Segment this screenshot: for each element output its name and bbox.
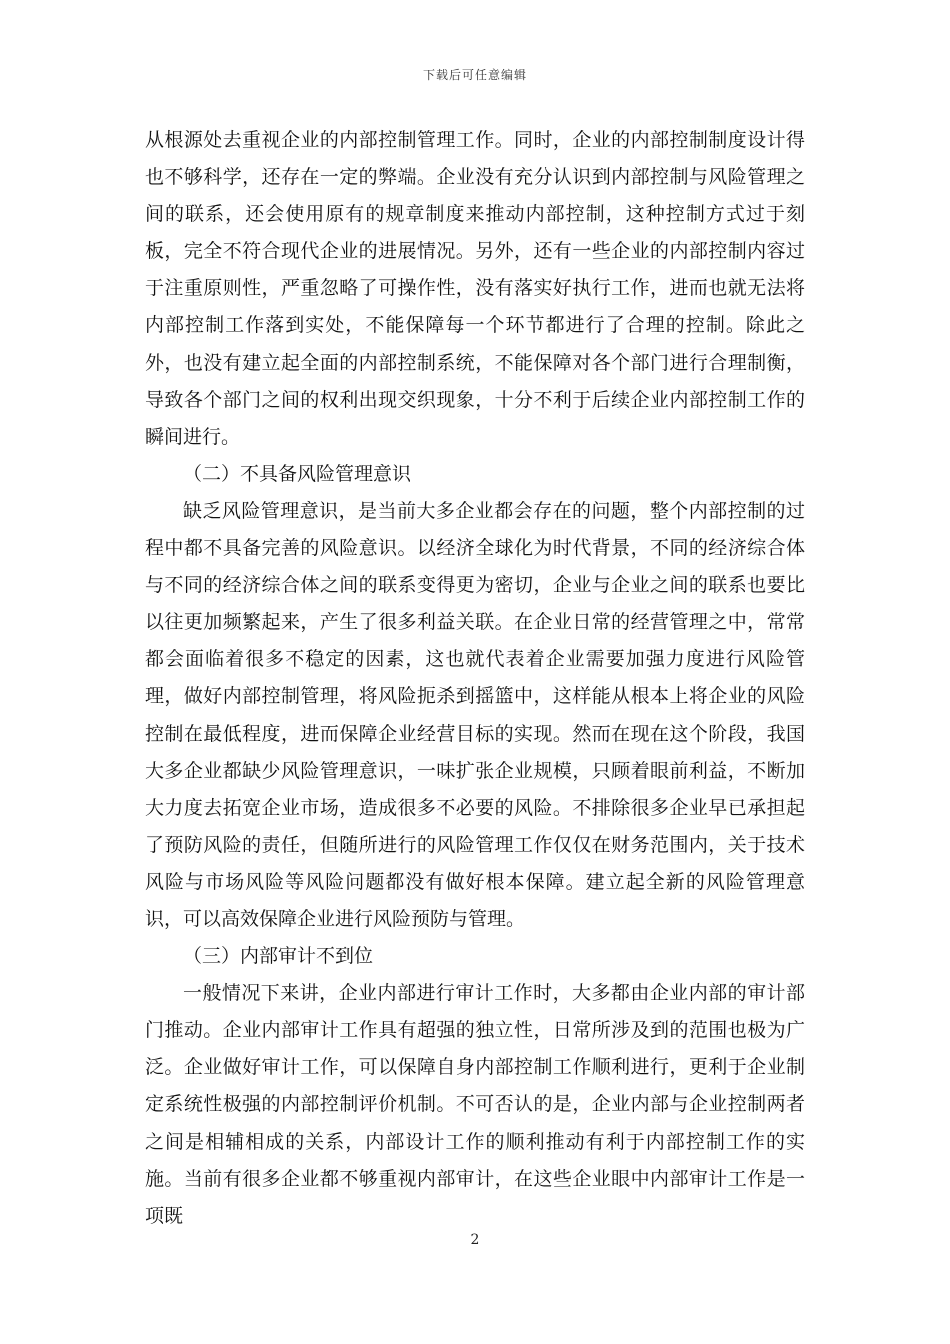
page-header-note: 下载后可任意编辑 [422,68,527,82]
page-number: 2 [470,1232,480,1248]
document-body [145,122,805,1235]
paragraph-2: 缺乏风险管理意识，是当前大多企业都会存在的问题，整个内部控制的过程中都不具备完善的风险意识。以经济全球化为时代背景，不同的经济综合体与不同的经济综合体之间的联系变得更为密切，企业与企业之间的联系也要比以往更加频繁起来，产生了很多利益关联。在企业日常的经营管理之中，常常都会面临着很多不稳定的因素，这也就代表着企业需要加强力度进行风险管理，做好内部控制管理，将风险扼杀到摇篮中，这样能从根本上将企业的风险控制在最低程度，进而保障企业经营目标的实现。然而在现在这个阶段，我国大多企业都缺少风险管理意识，一味扩张企业规模，只顾着眼前利益，不断加大力度去拓宽企业市场，造成很多不必要的风险。不排除很多企业早已承担起了预防风险的责任，但随所进行的风险管理工作仅仅在财务范围内，关于技术风险与市场风险等风险问题都没有做好根本保障。建立起全新的风险管理意识，可以高效保障企业进行风险预防与管理。 [145,499,805,930]
paragraph-3: 一般情况下来讲，企业内部进行审计工作时，大多都由企业内部的审计部门推动。企业内部审计工作具有超强的独立性，日常所涉及到的范围也极为广泛。企业做好审计工作，可以保障自身内部控制工作顺利进行，更利于企业制定系统性极强的内部控制评价机制。不可否认的是，企业内部与企业控制两者之间是相辅相成的关系，内部设计工作的顺利推动有利于内部控制工作的实施。当前有很多企业都不够重视内部审计，在这些企业眼中内部审计工作是一项既 [145,982,805,1227]
section-heading-2: （二）不具备风险管理意识 [183,462,412,485]
section-heading-3: （三）内部审计不到位 [183,945,374,968]
paragraph-1: 从根源处去重视企业的内部控制管理工作。同时，企业的内部控制制度设计得也不够科学，还存在一定的弊端。企业没有充分认识到内部控制与风险管理之间的联系，还会使用原有的规章制度来推动内部控制，这种控制方式过于刻板，完全不符合现代企业的进展情况。另外，还有一些企业的内部控制内容过于注重原则性，严重忽略了可操作性，没有落实好执行工作，进而也就无法将内部控制工作落到实处，不能保障每一个环节都进行了合理的控制。除此之外，也没有建立起全面的内部控制系统，不能保障对各个部门进行合理制衡，导致各个部门之间的权利出现交织现象，十分不利于后续企业内部控制工作的瞬间进行。 [145,129,805,448]
